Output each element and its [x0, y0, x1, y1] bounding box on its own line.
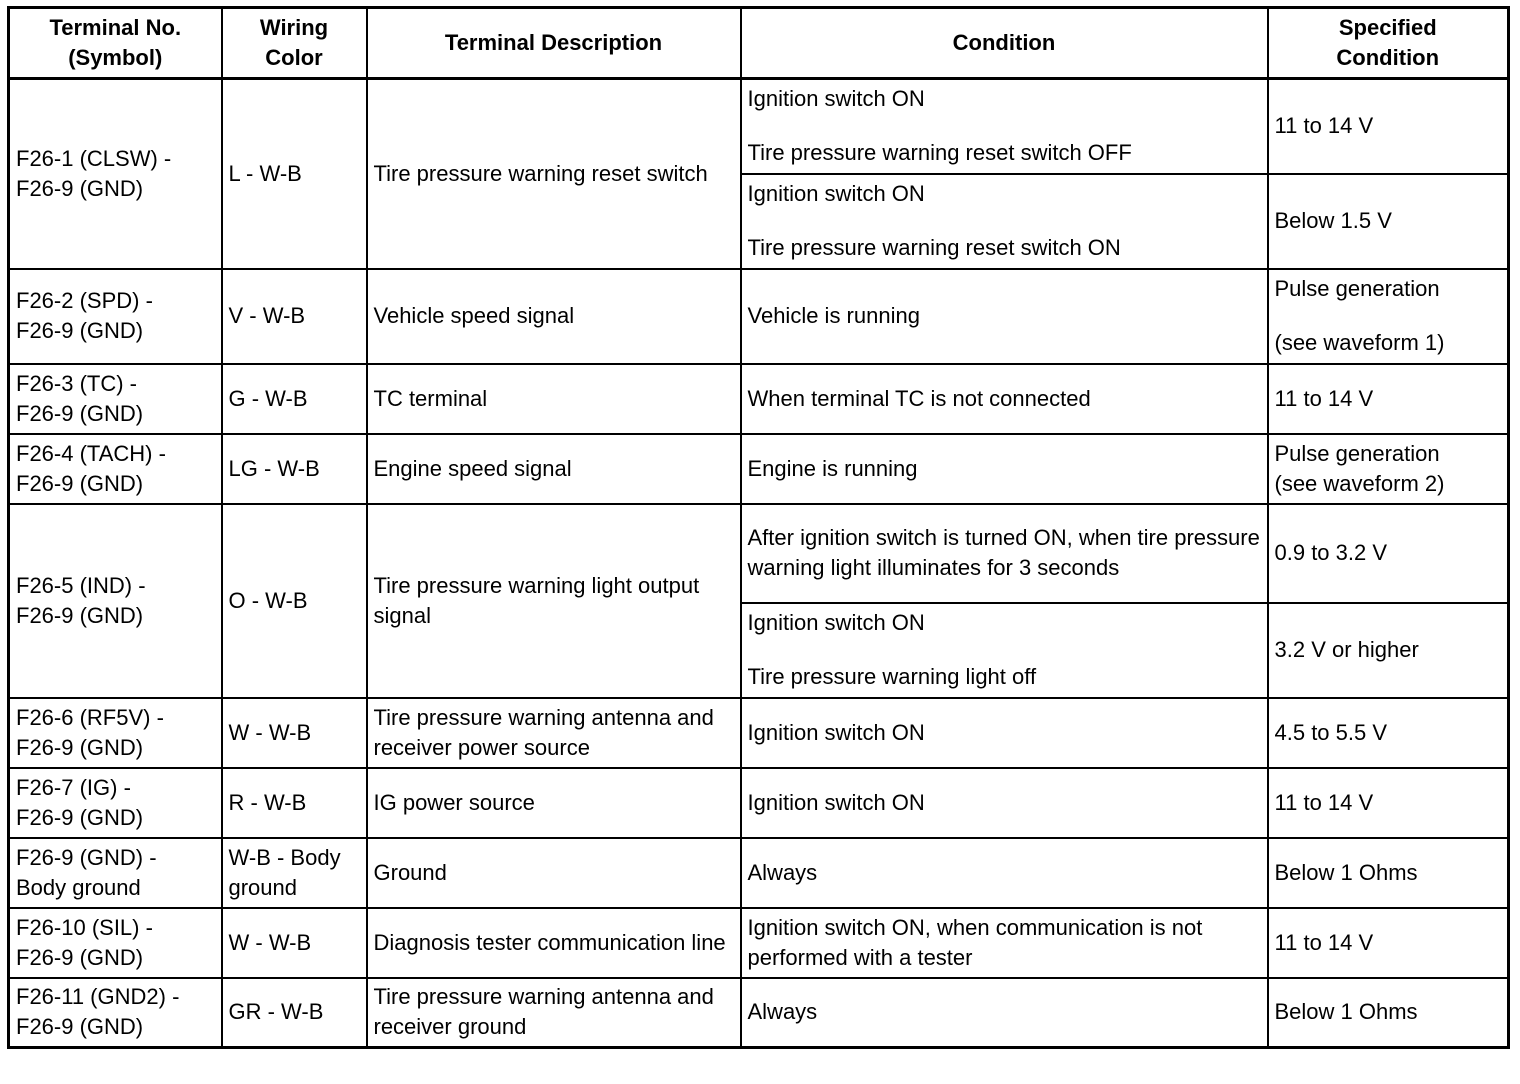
condition-cell: When terminal TC is not connected [741, 364, 1268, 434]
condition-cell: Ignition switch ON [741, 698, 1268, 768]
header-wiring-line2: Color [265, 45, 323, 70]
condition-cell: Engine is running [741, 434, 1268, 504]
table-row [9, 269, 1509, 364]
wiring-cell: W - W-B [222, 908, 367, 978]
terminal-line2: F26-9 (GND) [16, 470, 144, 496]
spec-cell: 3.2 V or higher [1268, 603, 1509, 698]
wiring-cell: G - W-B [222, 364, 367, 434]
condition-cell: Always [741, 838, 1268, 908]
table-body [9, 79, 1509, 1048]
terminal-cell [9, 768, 222, 838]
terminal-line2: Body ground [16, 874, 141, 900]
spec-cell: 11 to 14 V [1268, 768, 1509, 838]
table-row [9, 978, 1509, 1048]
table-row [9, 504, 1509, 603]
terminal-line1: F26-5 (IND) - [16, 572, 146, 598]
spec-line1: Pulse generation [1274, 276, 1440, 301]
condition-cell: Vehicle is running [741, 269, 1268, 364]
terminal-line1: F26-7 (IG) - [16, 774, 131, 800]
wiring-cell: LG - W-B [222, 434, 367, 504]
terminal-line1: F26-2 (SPD) - [16, 288, 153, 313]
wiring-cell: W-B - Body ground [222, 838, 367, 908]
wiring-cell: R - W-B [222, 768, 367, 838]
terminal-line2: F26-9 (GND) [16, 175, 144, 201]
condition-line2: Tire pressure warning light off [747, 664, 1037, 689]
table-row [9, 79, 1509, 174]
table-row [9, 768, 1509, 838]
condition-cell [741, 174, 1268, 269]
description-cell: TC terminal [367, 364, 741, 434]
terminal-line1: F26-3 (TC) - [16, 370, 137, 396]
spec-line2: (see waveform 2) [1274, 470, 1445, 496]
table-row [9, 908, 1509, 978]
terminal-line1: F26-9 (GND) - [16, 844, 157, 870]
terminal-line1: F26-11 (GND2) - [16, 984, 180, 1010]
table-row [9, 698, 1509, 768]
spec-cell: 0.9 to 3.2 V [1268, 504, 1509, 603]
condition-line1: Ignition switch ON [747, 86, 925, 112]
spec-line2: (see waveform 1) [1274, 330, 1445, 355]
terminal-line1: F26-10 (SIL) - [16, 914, 153, 940]
header-wiring [222, 8, 367, 79]
header-wiring-line1: Wiring [259, 15, 329, 40]
spec-cell: Below 1 Ohms [1268, 838, 1509, 908]
wiring-cell: W - W-B [222, 698, 367, 768]
wiring-cell: GR - W-B [222, 978, 367, 1048]
terminal-cell [9, 364, 222, 434]
description-cell: Tire pressure warning antenna and receiver ground [367, 978, 741, 1048]
wiring-cell: O - W-B [222, 504, 367, 698]
terminal-cell [9, 978, 222, 1048]
header-description: Terminal Description [367, 8, 741, 79]
spec-cell [1268, 434, 1509, 504]
condition-cell: Ignition switch ON [741, 768, 1268, 838]
condition-cell [741, 603, 1268, 698]
description-cell: Vehicle speed signal [367, 269, 741, 364]
spec-line1: Pulse generation [1274, 440, 1440, 466]
spec-cell: Below 1 Ohms [1268, 978, 1509, 1048]
header-terminal-no: Terminal No. [49, 15, 182, 40]
terminal-cell [9, 269, 222, 364]
terminal-line1: F26-4 (TACH) - [16, 440, 166, 466]
condition-cell: After ignition switch is turned ON, when tire pressure warning light illuminates for 3 seconds [741, 504, 1268, 603]
header-specified-line2: Condition [1336, 45, 1440, 70]
condition-line2: Tire pressure warning reset switch ON [747, 235, 1121, 260]
table-header [9, 8, 1509, 79]
terminal-cell [9, 698, 222, 768]
condition-cell: Ignition switch ON, when communication is not performed with a tester [741, 908, 1268, 978]
terminal-line2: F26-9 (GND) [16, 734, 144, 760]
table-row [9, 434, 1509, 504]
header-specified-line1: Specified [1338, 15, 1437, 40]
condition-cell [741, 79, 1268, 174]
wiring-cell: L - W-B [222, 79, 367, 269]
wiring-cell: V - W-B [222, 269, 367, 364]
condition-cell: Always [741, 978, 1268, 1048]
description-cell: Ground [367, 838, 741, 908]
description-cell: IG power source [367, 768, 741, 838]
header-condition: Condition [741, 8, 1268, 79]
terminal-line2: F26-9 (GND) [16, 944, 144, 970]
description-cell: Engine speed signal [367, 434, 741, 504]
terminal-cell [9, 79, 222, 269]
table-row [9, 838, 1509, 908]
spec-cell: 4.5 to 5.5 V [1268, 698, 1509, 768]
terminal-cell [9, 504, 222, 698]
description-cell: Tire pressure warning antenna and receiver power source [367, 698, 741, 768]
terminal-line2: F26-9 (GND) [16, 318, 144, 343]
description-cell: Tire pressure warning light output signal [367, 504, 741, 698]
terminal-cell [9, 838, 222, 908]
condition-line2: Tire pressure warning reset switch OFF [747, 140, 1132, 166]
condition-line1: Ignition switch ON [747, 181, 925, 206]
condition-line1: Ignition switch ON [747, 610, 925, 635]
spec-cell: 11 to 14 V [1268, 908, 1509, 978]
terminal-table [7, 6, 1510, 1049]
terminal-line2: F26-9 (GND) [16, 804, 144, 830]
spec-cell: Below 1.5 V [1268, 174, 1509, 269]
header-terminal [9, 8, 222, 79]
table-row [9, 364, 1509, 434]
terminal-line2: F26-9 (GND) [16, 400, 144, 426]
description-cell: Tire pressure warning reset switch [367, 79, 741, 269]
terminal-cell [9, 434, 222, 504]
description-cell: Diagnosis tester communication line [367, 908, 741, 978]
terminal-line2: F26-9 (GND) [16, 1014, 144, 1040]
spec-cell: 11 to 14 V [1268, 364, 1509, 434]
terminal-cell [9, 908, 222, 978]
spec-cell [1268, 269, 1509, 364]
terminal-table-container [7, 6, 1507, 1049]
terminal-line1: F26-6 (RF5V) - [16, 704, 164, 730]
terminal-line2: F26-9 (GND) [16, 602, 144, 628]
spec-cell: 11 to 14 V [1268, 79, 1509, 174]
terminal-line1: F26-1 (CLSW) - [16, 145, 172, 171]
header-specified [1268, 8, 1509, 79]
header-terminal-symbol: (Symbol) [68, 45, 163, 70]
header-row [9, 8, 1509, 79]
